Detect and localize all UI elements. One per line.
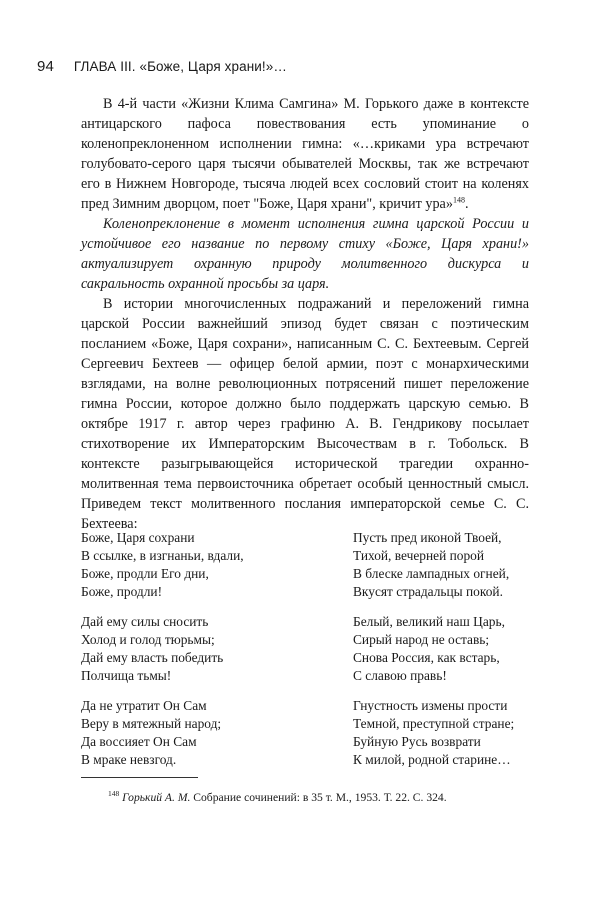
stanza-3 [81, 613, 353, 685]
poem-line: Вкусят страдальцы покой. [353, 584, 503, 599]
poem-line: Дай ему силы сносить [81, 614, 209, 629]
stanza-6 [353, 697, 541, 769]
poem-line: К милой, родной старине… [353, 752, 511, 767]
paragraph-1-text: В 4-й части «Жизни Клима Самгина» М. Горького даже в контексте антицарского пафоса повествования есть упоминание о коленопреклоненном исполнении гимна: «…криками ура встречают голубовато-серого царя тысячи обывателей Москвы, так же встречают его в Нижнем Новгороде, тысяча людей всех сословий стоит на коленях пред Зимним дворцом, поет "Боже, Царя храни", кричит ура» [81, 96, 529, 212]
footnote-text: Собрание сочинений: в 35 т. М., 1953. Т. 22. С. 324. [190, 791, 447, 804]
poem-line: Боже, продли Его дни, [81, 566, 209, 581]
poem-line: Тихой, вечерней порой [353, 548, 485, 563]
stanza-row-1 [81, 529, 541, 601]
footnote-divider [81, 777, 198, 778]
poem-line: Холод и голод тюрьмы; [81, 632, 215, 647]
main-text [81, 94, 529, 534]
stanza-5 [81, 697, 353, 769]
poem [81, 529, 541, 781]
poem-line: Веру в мятежный народ; [81, 716, 222, 731]
poem-line: Сирый народ не оставь; [353, 632, 490, 647]
stanza-2 [353, 529, 541, 601]
stanza-row-3 [81, 697, 541, 769]
poem-line: В мраке невзгод. [81, 752, 177, 767]
paragraph-1: В 4-й части «Жизни Клима Самгина» М. Горького даже в контексте антицарского пафоса повествования есть упоминание о коленопреклоненном исполнении гимна: «…криками ура встречают голубовато-серого царя тысячи обывателей Москвы, так же встречают его в Нижнем Новгороде, тысяча людей всех сословий стоит на коленях пред Зимним дворцом, поет "Боже, Царя храни", кричит ура»$^{148}$. [81, 96, 529, 212]
poem-line: Пусть пред иконой Твоей, [353, 530, 502, 545]
poem-line: Гнустность измены прости [353, 698, 508, 713]
poem-line: Полчища тьмы! [81, 668, 172, 683]
stanza-row-2 [81, 613, 541, 685]
footnote-number: 148 [108, 789, 120, 799]
poem-line: В ссылке, в изгнаньи, вдали, [81, 548, 244, 563]
poem-line: Боже, Царя сохрани [81, 530, 195, 545]
chapter-title: ГЛАВА III. «Боже, Царя храни!»… [73, 59, 287, 74]
running-header [37, 58, 537, 75]
footnote-ref[interactable]: 148 [452, 195, 465, 205]
poem-line: С славою правь! [353, 668, 447, 683]
page-number: 94 [37, 58, 54, 75]
poem-line: Боже, продли! [81, 584, 163, 599]
poem-line: Да воссияет Он Сам [81, 734, 197, 749]
paragraph-3: В истории многочисленных подражаний и переложений гимна царской России важнейший эпизод будет связан с поэтическим посланием «Боже, Царя сохрани», написанным С. С. Бехтеевым. Сергей Сергеевич Бехтеев — офицер белой армии, поэт с монархическими взглядами, на волне революционных потрясений пишет переложение гимна России, которое должно было поддержать царскую семью. В октябре 1917 г. автор через графиню А. В. Гендрикову посылает стихотворение их Императорским Высочествам в г. Тобольск. В контексте разыгрывающейся исторической трагедии охранно-молитвенная тема первоисточника обретает особый ценностный смысл. Приведем текст молитвенного послания императорской семье С. С. Бехтеева: [81, 296, 529, 532]
poem-line: Буйную Русь возврати [353, 734, 481, 749]
footnote-author: Горький А. М. [122, 791, 191, 804]
poem-line: Да не утратит Он Сам [81, 698, 207, 713]
poem-line: Белый, великий наш Царь, [353, 614, 505, 629]
stanza-4 [353, 613, 541, 685]
stanza-1 [81, 529, 353, 601]
poem-line: Дай ему власть победить [81, 650, 224, 665]
poem-line: Снова Россия, как встарь, [353, 650, 500, 665]
footnote [108, 791, 538, 805]
poem-line: Темной, преступной стране; [353, 716, 515, 731]
paragraph-2: Коленопреклонение в момент исполнения гимна царской России и устойчивое его название по первому стиху «Боже, Царя храни!» актуализирует охранную природу молитвенного дискурса и сакральность охранной просьбы за царя. [81, 216, 529, 292]
poem-line: В блеске лампадных огней, [353, 566, 510, 581]
